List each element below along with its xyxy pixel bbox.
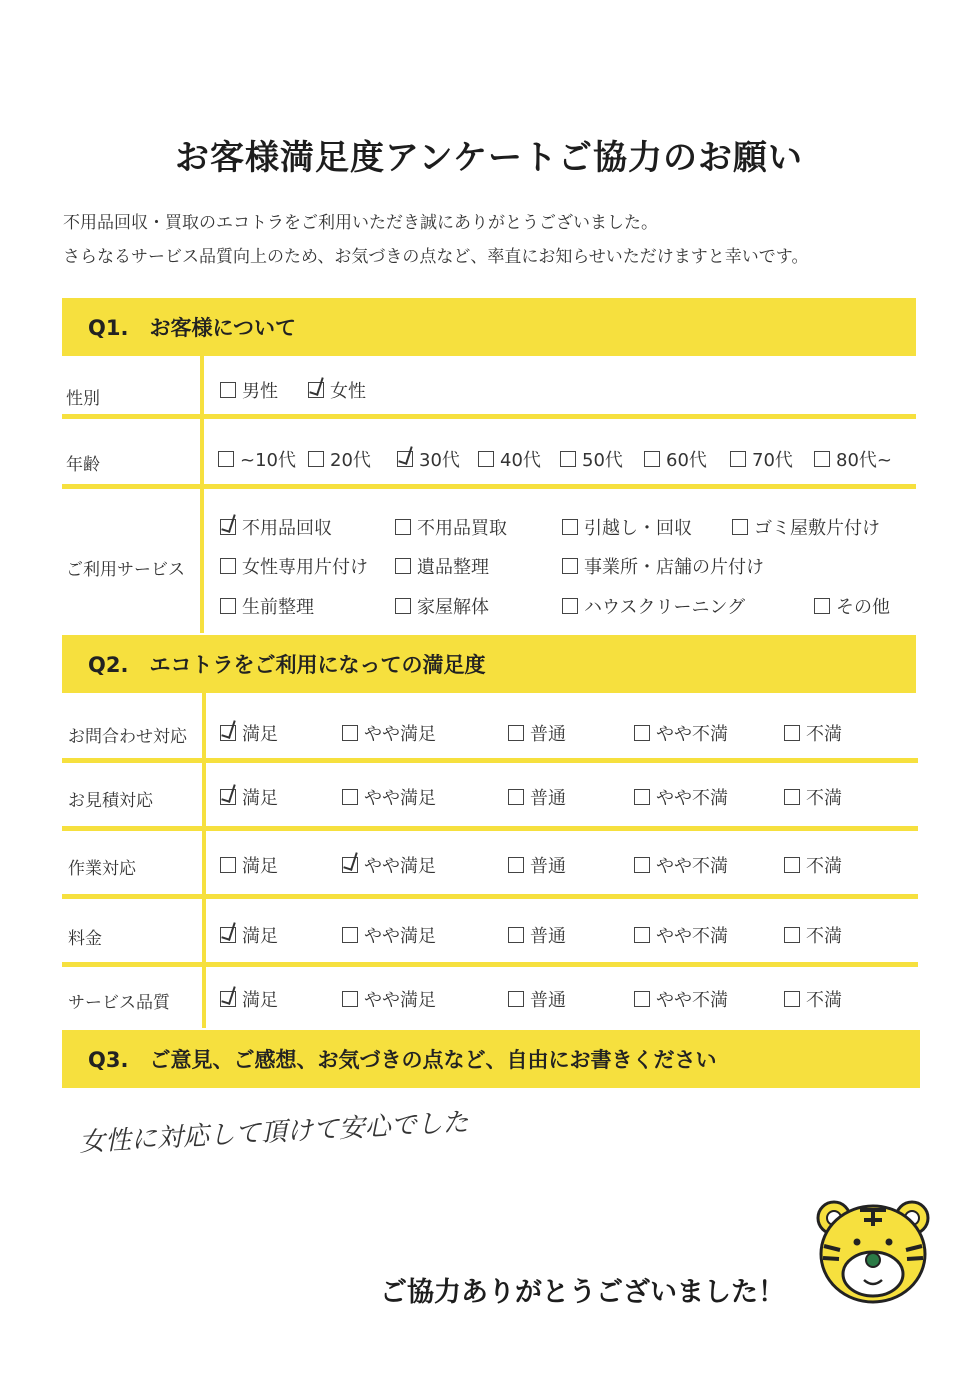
q2-row-divider: [62, 962, 918, 967]
service-label: ご利用サービス: [66, 560, 185, 580]
q2-header: [62, 635, 916, 693]
checkbox[interactable]: [342, 725, 358, 741]
rating-option-label: 満足: [242, 990, 278, 1011]
service-option-ihin-seiri[interactable]: 遺品整理: [395, 553, 489, 579]
service-option-house-cleaning[interactable]: ハウスクリーニング: [562, 593, 745, 619]
rating-option-5-5[interactable]: [784, 986, 842, 1012]
rating-option-label: 普通: [530, 990, 566, 1011]
rating-option-label: 満足: [242, 856, 278, 877]
checkbox[interactable]: [395, 519, 411, 535]
checkbox[interactable]: [634, 991, 650, 1007]
rating-option-label: やや満足: [364, 926, 436, 947]
rating-option-4-4[interactable]: [634, 922, 728, 948]
q3-header: [62, 1030, 920, 1088]
checkbox[interactable]: [784, 991, 800, 1007]
rating-option-label: やや不満: [656, 926, 728, 947]
rating-option-label: やや不満: [656, 788, 728, 809]
service-option-fuyouhin-kaitori[interactable]: 不用品買取: [395, 514, 507, 540]
checkbox[interactable]: [730, 451, 746, 467]
rating-option-label: 普通: [530, 788, 566, 809]
checkbox-checked[interactable]: [220, 991, 236, 1007]
rating-option-1-4[interactable]: [634, 720, 728, 746]
q1-column-divider: [200, 356, 204, 633]
checkbox[interactable]: [508, 991, 524, 1007]
service-option-gomiyashiki[interactable]: ゴミ屋敷片付け: [732, 514, 880, 540]
checkbox[interactable]: [814, 598, 830, 614]
rating-option-2-5[interactable]: [784, 784, 842, 810]
closing-message: ご協力ありがとうございました！: [380, 1277, 785, 1308]
checkbox[interactable]: [562, 598, 578, 614]
rating-option-label: 不満: [806, 788, 842, 809]
rating-option-5-1[interactable]: [220, 986, 278, 1012]
service-option-josei-senyou[interactable]: 女性専用片付け: [220, 553, 368, 579]
checkbox[interactable]: [342, 927, 358, 943]
rating-option-label: やや満足: [364, 724, 436, 745]
rating-option-1-5[interactable]: [784, 720, 842, 746]
rating-row-label-quality: サービス品質: [68, 993, 170, 1013]
rating-option-2-4[interactable]: [634, 784, 728, 810]
rating-option-5-4[interactable]: [634, 986, 728, 1012]
rating-option-label: 普通: [530, 926, 566, 947]
checkbox[interactable]: [562, 558, 578, 574]
service-option-kaoku-kaitai[interactable]: 家屋解体: [395, 593, 489, 619]
page-title: お客様満足度アンケートご協力のお願い: [175, 138, 803, 178]
checkbox[interactable]: [342, 991, 358, 1007]
rating-option-3-5[interactable]: [784, 852, 842, 878]
q2-row-divider: [62, 826, 918, 831]
checkbox-checked[interactable]: [220, 927, 236, 943]
checkbox[interactable]: [644, 451, 660, 467]
checkbox[interactable]: [814, 451, 830, 467]
rating-option-4-5[interactable]: [784, 922, 842, 948]
q3-heading: Q3. ご意見、ご感想、お気づきの点など、自由にお書きください: [88, 1048, 717, 1072]
checkbox-checked[interactable]: [308, 382, 324, 398]
q2-row-divider: [62, 758, 918, 763]
rating-option-3-1[interactable]: [220, 852, 278, 878]
rating-option-4-3[interactable]: [508, 922, 566, 948]
q1-header: [62, 298, 916, 356]
rating-option-label: 不満: [806, 856, 842, 877]
checkbox[interactable]: [732, 519, 748, 535]
intro-line-2: さらなるサービス品質向上のため、お気づきの点など、率直にお知らせいただけますと幸いです。: [63, 247, 809, 267]
checkbox[interactable]: [220, 382, 236, 398]
rating-option-label: 満足: [242, 788, 278, 809]
rating-row-label-inquiry: お問合わせ対応: [68, 727, 187, 747]
checkbox[interactable]: [634, 725, 650, 741]
age-option-30s[interactable]: 30代: [397, 446, 460, 472]
q1-heading: Q1. お客様について: [88, 316, 297, 340]
rating-row-label-work: 作業対応: [68, 859, 136, 879]
service-option-jigyousho[interactable]: 事業所・店舗の片付け: [562, 553, 764, 579]
rating-option-label: 満足: [242, 926, 278, 947]
rating-option-label: やや満足: [364, 856, 436, 877]
rating-option-label: やや不満: [656, 856, 728, 877]
service-option-fuyouhin-kaishu[interactable]: 不用品回収: [220, 514, 332, 540]
q1-row-divider: [62, 414, 916, 419]
age-option-60s[interactable]: 60代: [644, 446, 707, 472]
rating-option-5-2[interactable]: [342, 986, 436, 1012]
age-label: 年齢: [66, 455, 100, 475]
q1-row-divider: [62, 484, 916, 489]
age-option-20s[interactable]: 20代: [308, 446, 371, 472]
rating-option-2-3[interactable]: [508, 784, 566, 810]
age-option-80s[interactable]: 80代~: [814, 446, 892, 472]
checkbox[interactable]: [395, 598, 411, 614]
rating-option-1-3[interactable]: [508, 720, 566, 746]
rating-option-label: やや満足: [364, 788, 436, 809]
q2-heading: Q2. エコトラをご利用になっての満足度: [88, 653, 486, 677]
rating-option-3-3[interactable]: [508, 852, 566, 878]
checkbox[interactable]: [784, 725, 800, 741]
checkbox[interactable]: [508, 725, 524, 741]
rating-row-label-estimate: お見積対応: [68, 791, 153, 811]
rating-option-3-2[interactable]: [342, 852, 436, 878]
age-option-70s[interactable]: 70代: [730, 446, 793, 472]
checkbox[interactable]: [218, 451, 234, 467]
rating-option-4-2[interactable]: [342, 922, 436, 948]
checkbox-checked[interactable]: [342, 857, 358, 873]
service-option-seizen-seiri[interactable]: 生前整理: [220, 593, 314, 619]
rating-option-label: 満足: [242, 724, 278, 745]
checkbox[interactable]: [784, 857, 800, 873]
checkbox[interactable]: [342, 789, 358, 805]
checkbox-checked[interactable]: [220, 725, 236, 741]
rating-option-2-2[interactable]: [342, 784, 436, 810]
age-option-40s[interactable]: 40代: [478, 446, 541, 472]
gender-option-female[interactable]: 女性: [308, 377, 366, 403]
gender-option-male[interactable]: 男性: [220, 377, 278, 403]
service-option-other[interactable]: その他: [814, 593, 890, 619]
checkbox[interactable]: [220, 598, 236, 614]
checkbox[interactable]: [784, 789, 800, 805]
gender-label: 性別: [66, 389, 100, 409]
free-comment-answer: 女性に対応して頂けて安心でした: [78, 1107, 470, 1158]
checkbox[interactable]: [784, 927, 800, 943]
checkbox-checked[interactable]: [220, 519, 236, 535]
checkbox[interactable]: [508, 927, 524, 943]
checkbox[interactable]: [560, 451, 576, 467]
rating-option-label: やや不満: [656, 990, 728, 1011]
rating-option-4-1[interactable]: [220, 922, 278, 948]
rating-option-label: 普通: [530, 724, 566, 745]
rating-option-1-1[interactable]: [220, 720, 278, 746]
checkbox-checked[interactable]: [220, 789, 236, 805]
checkbox[interactable]: [562, 519, 578, 535]
rating-option-label: 不満: [806, 990, 842, 1011]
checkbox[interactable]: [634, 789, 650, 805]
rating-option-label: 不満: [806, 926, 842, 947]
checkbox[interactable]: [220, 857, 236, 873]
rating-option-label: やや満足: [364, 990, 436, 1011]
rating-option-label: 普通: [530, 856, 566, 877]
rating-option-2-1[interactable]: [220, 784, 278, 810]
checkbox[interactable]: [634, 927, 650, 943]
age-option-under10[interactable]: ~10代: [218, 446, 296, 472]
q2-row-divider: [62, 894, 918, 899]
rating-option-label: やや不満: [656, 724, 728, 745]
rating-row-label-price: 料金: [68, 929, 102, 949]
checkbox[interactable]: [220, 558, 236, 574]
checkbox[interactable]: [395, 558, 411, 574]
rating-option-3-4[interactable]: [634, 852, 728, 878]
age-option-50s[interactable]: 50代: [560, 446, 623, 472]
checkbox[interactable]: [478, 451, 494, 467]
rating-option-5-3[interactable]: [508, 986, 566, 1012]
checkbox[interactable]: [508, 789, 524, 805]
intro-line-1: 不用品回収・買取のエコトラをご利用いただき誠にありがとうございました。: [63, 213, 658, 233]
checkbox-checked[interactable]: [397, 451, 413, 467]
service-option-hikkoshi[interactable]: 引越し・回収: [562, 514, 692, 540]
checkbox[interactable]: [634, 857, 650, 873]
checkbox[interactable]: [508, 857, 524, 873]
rating-option-1-2[interactable]: [342, 720, 436, 746]
rating-option-label: 不満: [806, 724, 842, 745]
checkbox[interactable]: [308, 451, 324, 467]
q2-column-divider: [202, 693, 206, 1028]
tiger-mascot-icon: [812, 1196, 936, 1306]
